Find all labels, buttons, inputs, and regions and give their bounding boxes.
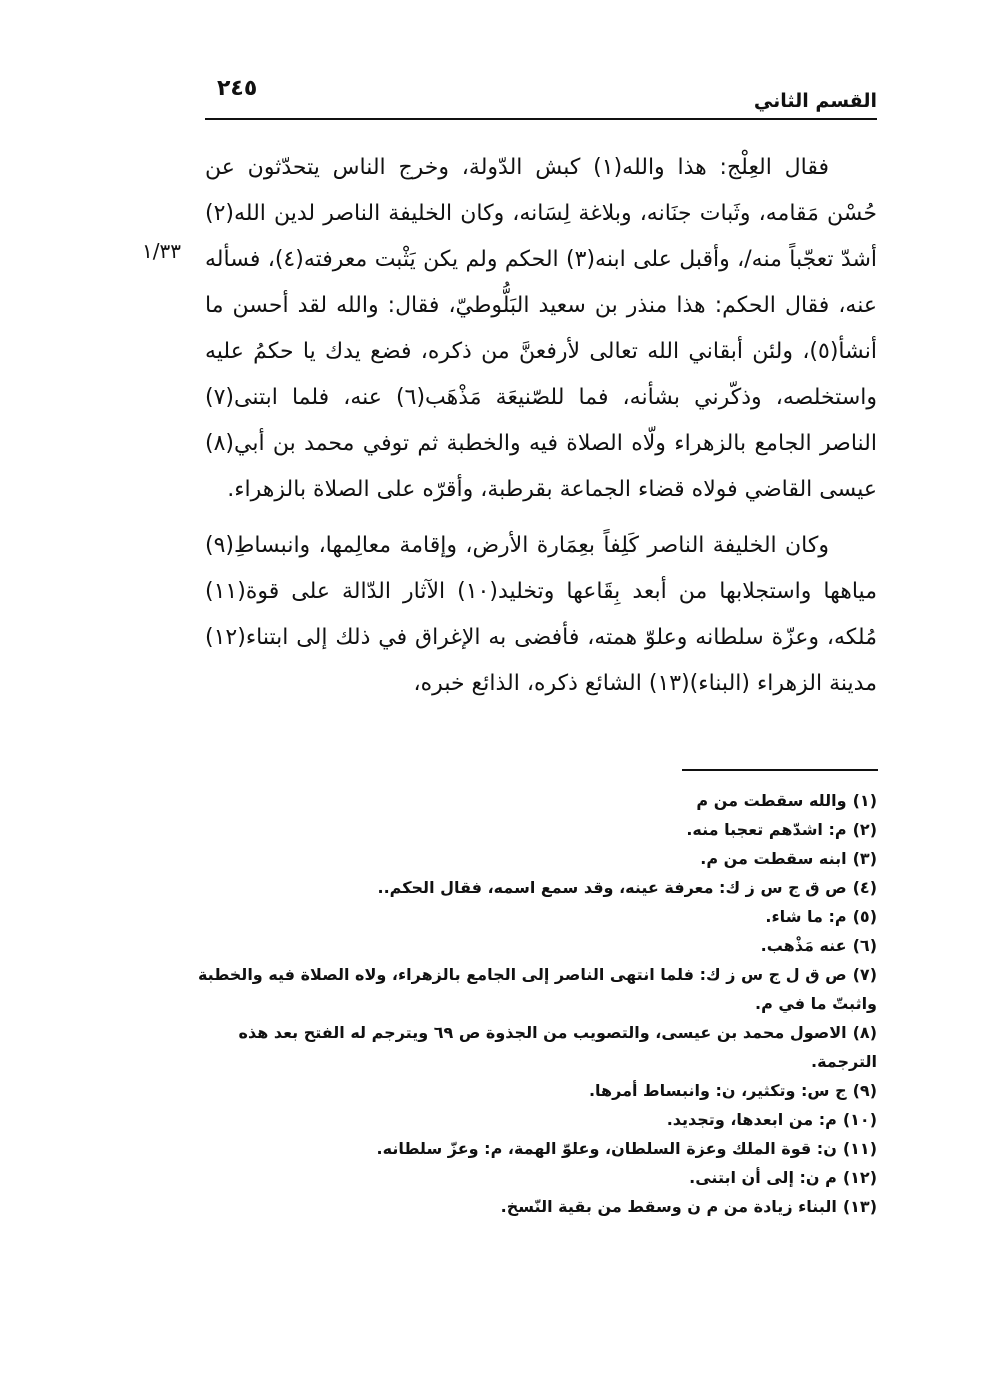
footnote-number: (١): [852, 791, 877, 810]
footnote-number: (١٣): [842, 1197, 877, 1216]
footnote-7: [195, 960, 877, 1018]
footnote-text: ن: قوة الملك وعزة السلطان، وعلوّ الهمة، م: وعزّ سلطانه.: [376, 1139, 837, 1158]
footnote-number: (٩): [852, 1081, 877, 1100]
footnote-1: [195, 786, 877, 815]
footnote-text: ابنه سقطت من م.: [700, 849, 847, 868]
footnote-number: (٨): [852, 1023, 877, 1042]
footnote-8: [195, 1018, 877, 1076]
footnote-6: [195, 931, 877, 960]
footnote-text: م: من ابعدها، وتجديد.: [666, 1110, 837, 1129]
footnote-2: [195, 815, 877, 844]
footnote-text: عنه مَذْهب.: [760, 936, 847, 955]
footnote-text: م ن: إلى أن ابتنى.: [689, 1168, 837, 1187]
footnote-text: البناء زيادة من م ن وسقط من بقية النّسخ.: [500, 1197, 837, 1216]
section-title: القسم الثاني: [753, 90, 877, 112]
footnote-separator: [682, 769, 878, 771]
main-text: [205, 145, 877, 707]
footnote-number: (٦): [852, 936, 877, 955]
page-header: [205, 68, 877, 124]
footnote-number: (٧): [852, 965, 877, 984]
footnote-text: والله سقطت من م: [696, 791, 847, 810]
paragraph-2: وكان الخليفة الناصر كَلِفاً بعِمَارة الأرض، وإقامة معالِمها، وانبساطِ(٩) مياهها واستجلابها من أبعد بِقَاعها وتخليد(١٠) الآثار الدّالة على قوة(١١) مُلكه، وعزّة سلطانه وعلوّ همته، فأفضى به الإغراق في ذلك إلى ابتناء(١٢) مدينة الزهراء (البناء)(١٣) الشائع ذكره، الذائع خبره،: [205, 533, 877, 696]
footnote-text: ج س: وتكثير، ن: وانبساط أمرها.: [588, 1081, 847, 1100]
footnote-3: [195, 844, 877, 873]
footnote-text: م: ما شاء.: [765, 907, 847, 926]
footnote-text: ص ق ل ج س ز ك: فلما انتهى الناصر إلى الجامع بالزهراء، ولاه الصلاة فيه والخطبة واثبتّ ما في م.: [197, 965, 877, 1013]
footnote-number: (١٠): [842, 1110, 877, 1129]
footnote-number: (٥): [852, 907, 877, 926]
footnote-10: [195, 1105, 877, 1134]
footnote-number: (٤): [852, 878, 877, 897]
margin-folio-note: ١/٣٣: [142, 239, 181, 263]
footnote-text: الاصول محمد بن عيسى، والتصويب من الجذوة ص ٦٩ ويترجم له الفتح بعد هذه الترجمة.: [238, 1023, 877, 1071]
footnote-number: (١٢): [842, 1168, 877, 1187]
page-number: ٢٤٥: [217, 76, 258, 101]
footnote-11: [195, 1134, 877, 1163]
footnote-number: (٢): [852, 820, 877, 839]
footnotes: [195, 786, 877, 1221]
header-rule: [205, 118, 877, 120]
footnote-text: م: اشدّهم تعجبا منه.: [686, 820, 847, 839]
footnote-number: (٣): [852, 849, 877, 868]
footnote-12: [195, 1163, 877, 1192]
footnote-9: [195, 1076, 877, 1105]
footnote-13: [195, 1192, 877, 1221]
footnote-5: [195, 902, 877, 931]
paragraph-1: فقال العِلْج: هذا والله(١) كبش الدّولة، وخرج الناس يتحدّثون عن حُسْن مَقامه، وثَبات جنَانه، وبلاغة لِسَانه، وكان الخليفة الناصر لدين الله(٢) أشدّ تعجّباً منه/، وأقبل على ابنه(٣) الحكم ولم يكن يَثْبت معرفته(٤)، فسأله عنه، فقال الحكم: هذا منذر بن سعيد البَلُّوطيّ، فقال: والله لقد أحسن ما أنشأ(٥)، ولئن أبقاني الله تعالى لأرفعنَّ من ذكره، فضع يدك يا حكمُ عليه واستخلصه، وذكّرني بشأنه، فما للصّنيعَة مَذْهَب(٦) عنه، فلما ابتنى(٧) الناصر الجامع بالزهراء ولّاه الصلاة فيه والخطبة ثم توفي محمد بن أبي(٨) عيسى القاضي فولاه قضاء الجماعة بقرطبة، وأقرّه على الصلاة بالزهراء.: [205, 155, 877, 502]
footnote-number: (١١): [842, 1139, 877, 1158]
footnote-4: [195, 873, 877, 902]
footnote-text: ص ق ج س ز ك: معرفة عينه، وقد سمع اسمه، فقال الحكم..: [377, 878, 847, 897]
